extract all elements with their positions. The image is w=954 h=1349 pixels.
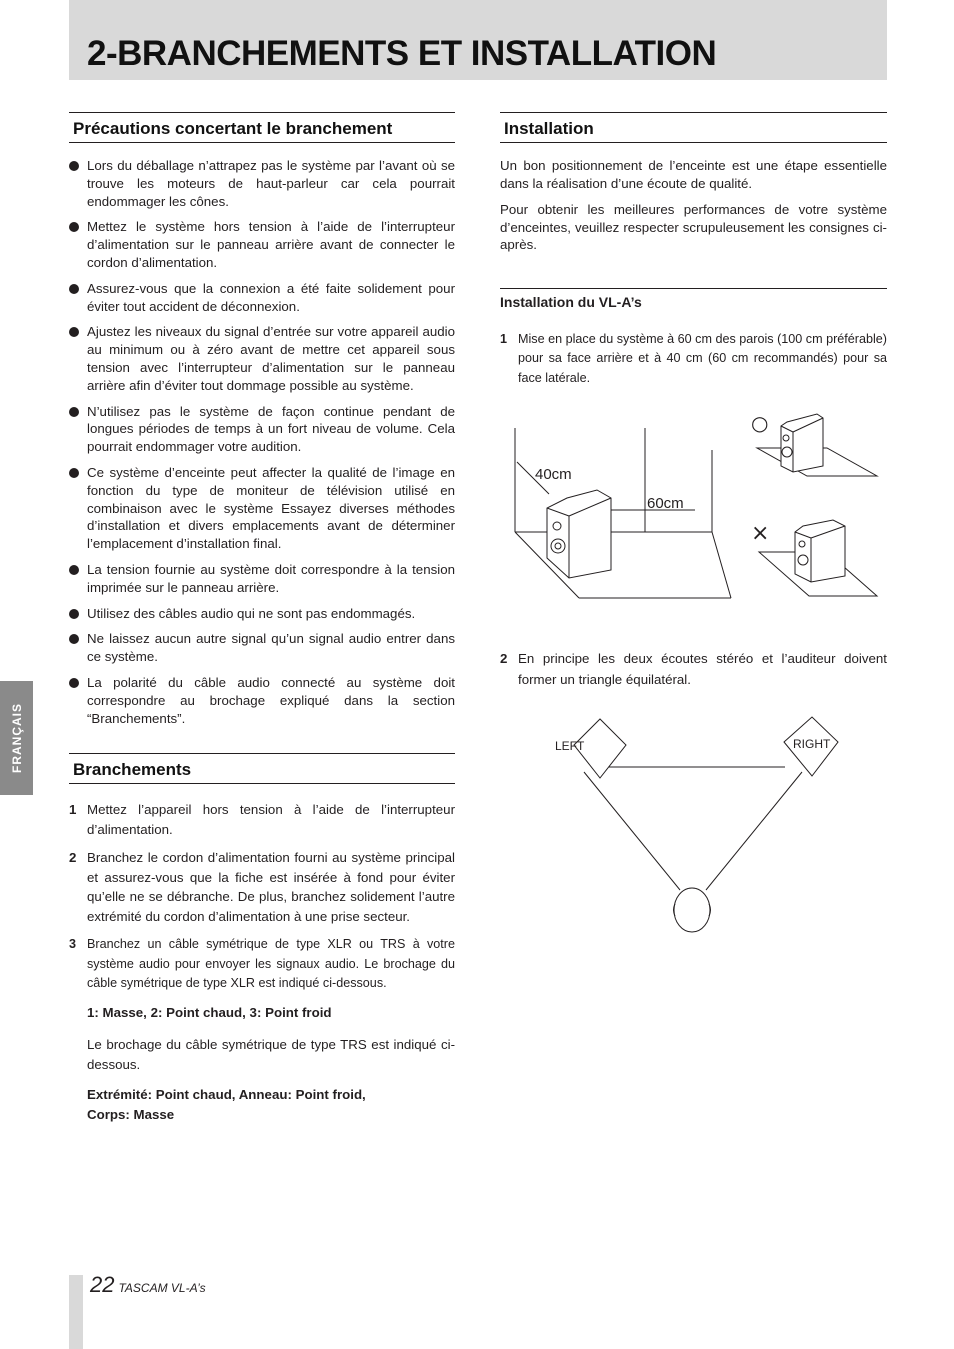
step-number: 2 xyxy=(69,850,77,866)
step-text: En principe les deux écoutes stéréo et l’auditeur doivent former un triangle équilatéral. xyxy=(518,651,887,687)
step-text: Mise en place du système à 60 cm des parois (100 cm préférable) pour sa face arrière et à 40 cm (60 cm recommandés) pour sa face latérale. xyxy=(518,331,887,385)
step-number: 3 xyxy=(69,937,77,952)
precaution-item: La tension fournie au système doit correspondre à la tension imprimée sur le panneau arrière. xyxy=(69,561,455,597)
precaution-item: La polarité du câble audio connecté au système doit correspondre au brochage expliqué dans la section “Branchements”. xyxy=(69,674,455,727)
precaution-item: Ne laissez aucun autre signal qu’un signal audio entrer dans ce système. xyxy=(69,630,455,666)
footer-product: TASCAM VL-A’s xyxy=(118,1281,206,1295)
good-mark-icon: ○ xyxy=(751,411,769,435)
step-item xyxy=(500,648,887,690)
step-item xyxy=(69,848,455,926)
precautions-heading: Précautions concertant le branchement xyxy=(69,112,455,143)
step-number: 1 xyxy=(69,802,77,818)
installation-heading: Installation xyxy=(500,112,887,143)
precautions-list xyxy=(69,157,455,727)
xlr-pinout: 1: Masse, 2: Point chaud, 3: Point froid xyxy=(87,1004,332,1020)
language-tab xyxy=(0,681,33,795)
step-number: 2 xyxy=(500,651,508,666)
good-example xyxy=(757,414,877,476)
branchements-steps xyxy=(69,800,455,994)
precaution-item: Mettez le système hors tension à l’aide de l’interrupteur d’alimentation sur le panneau arrière avant de connecter le cordon d’alimentation. xyxy=(69,218,455,271)
placement-diagram xyxy=(505,410,885,610)
installation-para1: Un bon positionnement de l’enceinte est une étape essentielle dans la réalisation d’une écoute de qualité. xyxy=(500,158,887,191)
step-text: Branchez le cordon d’alimentation fourni au système principal et assurez-vous que la fiche est insérée à fond pour éviter qu’elle ne se débranche. De plus, branchez solidement l’autre extrémité du cordon d’alimentation à une prise secteur. xyxy=(87,850,455,924)
precaution-item: Assurez-vous que la connexion a été faite solidement pour éviter tout accident de déconnexion. xyxy=(69,280,455,316)
stereo-triangle-diagram xyxy=(540,712,850,937)
precaution-item: Lors du déballage n’attrapez pas le système par l’avant où se trouve les moteurs de haut-parleur car cela pourrait endommager les cônes. xyxy=(69,157,455,210)
bad-example xyxy=(759,520,877,596)
installation-step2 xyxy=(500,648,887,690)
bad-mark-icon: × xyxy=(751,521,770,546)
page-number: 22 xyxy=(90,1272,115,1297)
room-floor-right xyxy=(712,532,731,598)
triangle-left xyxy=(584,772,680,890)
footer-bar xyxy=(69,1275,83,1349)
precaution-item: N’utilisez pas le système de façon continue pendant de longues périodes de temps à un fort niveau de volume. Cela pourrait endommager votre audition. xyxy=(69,403,455,456)
listener-head-icon xyxy=(674,888,711,932)
right-label: RIGHT xyxy=(793,737,831,751)
installation-step2-block xyxy=(500,648,887,699)
trs-pinout xyxy=(87,1085,455,1125)
triangle-right xyxy=(706,772,802,890)
step-text: Mettez l’appareil hors tension à l’aide de l’interrupteur d’alimentation. xyxy=(87,802,455,837)
step-item xyxy=(69,800,455,839)
left-label: LEFT xyxy=(555,739,585,753)
step-number: 1 xyxy=(500,331,508,346)
installation-para2: Pour obtenir les meilleures performances de votre système d’enceintes, veuillez respecter scrupuleusement les consignes ci-après. xyxy=(500,202,887,252)
branchements-heading: Branchements xyxy=(69,753,455,784)
trs-pinout-line2: Corps: Masse xyxy=(87,1106,175,1122)
speaker-main xyxy=(547,490,611,578)
right-column xyxy=(500,112,887,397)
step-text: Branchez un câble symétrique de type XLR ou TRS à votre système audio pour envoyer les signaux audio. Le brochage du câble symétrique de type XLR est indiqué ci-dessous. xyxy=(87,937,455,991)
step-item xyxy=(500,330,887,389)
trs-pinout-line1: Extrémité: Point chaud, Anneau: Point froid, xyxy=(87,1086,366,1102)
left-column xyxy=(69,112,455,1137)
installation-subheading: Installation du VL-A’s xyxy=(500,288,887,310)
step-item xyxy=(69,935,455,994)
language-tab-label: FRANÇAIS xyxy=(9,703,24,773)
page-title: 2-BRANCHEMENTS ET INSTALLATION xyxy=(87,34,717,73)
precaution-item: Ajustez les niveaux du signal d’entrée sur votre appareil audio au minimum ou à zéro avant de mettre cet appareil sous tension avec l’interrupteur d’alimentation sur le panneau arrière afin d’éviter tout dommage possible au système. xyxy=(69,323,455,394)
precaution-item: Ce système d’enceinte peut affecter la qualité de l’image en fonction du type de moniteur de télévision utilisé en combinaison avec le système Essayez diverses méthodes d’installation et divers emplacements avant de déterminer l’emplacement d’installation final. xyxy=(69,464,455,553)
page-footer xyxy=(90,1272,206,1298)
label-60cm: 60cm xyxy=(647,495,684,512)
installation-step1 xyxy=(500,330,887,389)
precaution-item: Utilisez des câbles audio qui ne sont pas endommagés. xyxy=(69,605,455,623)
trs-note: Le brochage du câble symétrique de type TRS est indiqué ci-dessous. xyxy=(87,1036,455,1072)
header-band xyxy=(69,0,887,80)
label-40cm: 40cm xyxy=(535,466,572,483)
